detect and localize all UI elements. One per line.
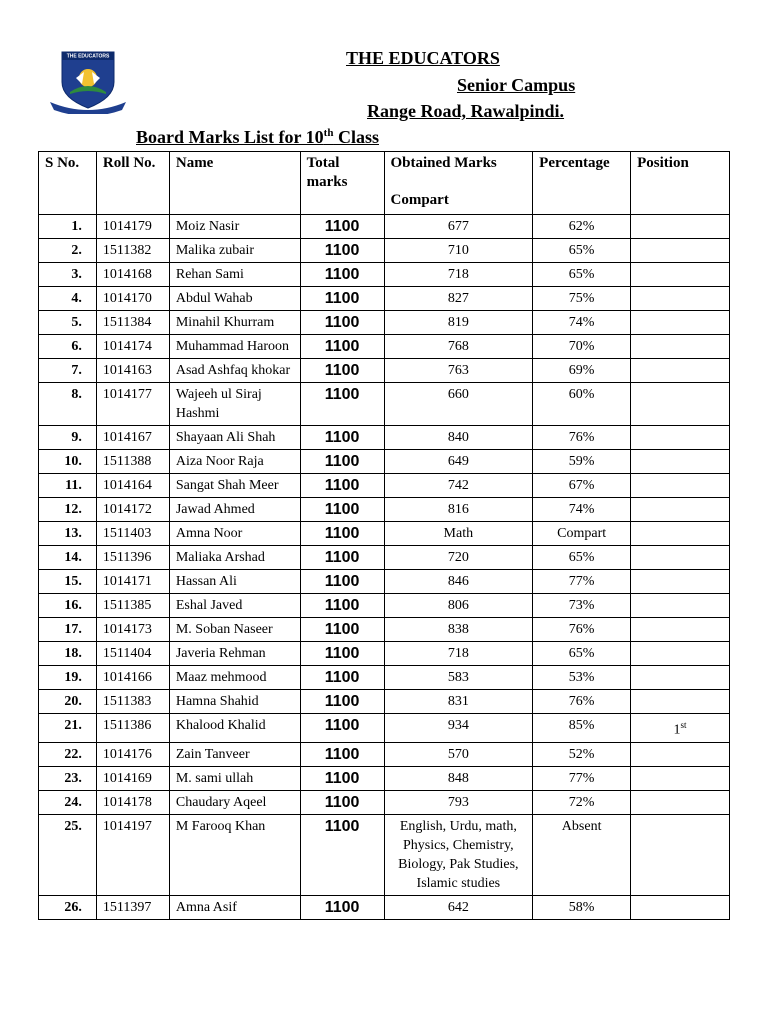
cell-total: 1100: [300, 618, 384, 642]
col-header-obtained-label: Obtained Marks: [390, 155, 497, 171]
cell-percentage: 69%: [533, 359, 631, 383]
table-row: [39, 895, 730, 919]
cell-position: [631, 642, 730, 666]
cell-obtained: 848: [384, 766, 533, 790]
table-row: [39, 263, 730, 287]
cell-roll: 1511382: [96, 239, 169, 263]
cell-total: 1100: [300, 450, 384, 474]
cell-percentage: 58%: [533, 895, 631, 919]
table-row: [39, 642, 730, 666]
cell-total: 1100: [300, 895, 384, 919]
cell-percentage: 76%: [533, 690, 631, 714]
cell-position: [631, 618, 730, 642]
cell-obtained: 763: [384, 359, 533, 383]
cell-name: Wajeeh ul Siraj Hashmi: [169, 383, 300, 426]
cell-position: [631, 895, 730, 919]
cell-total: 1100: [300, 263, 384, 287]
cell-sno: 9.: [39, 426, 97, 450]
cell-sno: 24.: [39, 790, 97, 814]
cell-percentage: 65%: [533, 642, 631, 666]
cell-obtained: 806: [384, 594, 533, 618]
campus-address: Range Road, Rawalpindi.: [367, 101, 565, 121]
table-row: [39, 766, 730, 790]
cell-percentage: 85%: [533, 714, 631, 743]
cell-percentage: 74%: [533, 498, 631, 522]
cell-name: Hassan Ali: [169, 570, 300, 594]
cell-sno: 19.: [39, 666, 97, 690]
cell-roll: 1014171: [96, 570, 169, 594]
cell-total: 1100: [300, 335, 384, 359]
cell-total: 1100: [300, 522, 384, 546]
position-suffix: st: [680, 720, 687, 730]
cell-roll: 1014178: [96, 790, 169, 814]
cell-sno: 14.: [39, 546, 97, 570]
cell-position: [631, 498, 730, 522]
cell-position: [631, 311, 730, 335]
cell-position: [631, 570, 730, 594]
cell-roll: 1014169: [96, 766, 169, 790]
cell-roll: 1014177: [96, 383, 169, 426]
table-row: [39, 594, 730, 618]
cell-name: Jawad Ahmed: [169, 498, 300, 522]
cell-total: 1100: [300, 594, 384, 618]
cell-total: 1100: [300, 359, 384, 383]
col-header-obtained: [384, 152, 533, 215]
cell-name: Abdul Wahab: [169, 287, 300, 311]
cell-percentage: 65%: [533, 263, 631, 287]
table-row: [39, 790, 730, 814]
cell-position: [631, 426, 730, 450]
cell-name: Amna Asif: [169, 895, 300, 919]
cell-total: 1100: [300, 742, 384, 766]
cell-sno: 1.: [39, 215, 97, 239]
col-header-sno: S No.: [39, 152, 97, 215]
cell-name: Moiz Nasir: [169, 215, 300, 239]
logo-text: THE EDUCATORS: [66, 53, 110, 60]
cell-roll: 1014167: [96, 426, 169, 450]
cell-name: Maaz mehmood: [169, 666, 300, 690]
cell-sno: 3.: [39, 263, 97, 287]
cell-roll: 1511383: [96, 690, 169, 714]
cell-name: M. sami ullah: [169, 766, 300, 790]
cell-position: [631, 450, 730, 474]
cell-total: 1100: [300, 215, 384, 239]
cell-percentage: Compart: [533, 522, 631, 546]
col-header-name: Name: [169, 152, 300, 215]
cell-position: [631, 814, 730, 895]
cell-position: [631, 287, 730, 311]
cell-roll: 1014179: [96, 215, 169, 239]
cell-obtained: 838: [384, 618, 533, 642]
table-row: [39, 546, 730, 570]
cell-sno: 20.: [39, 690, 97, 714]
cell-total: 1100: [300, 239, 384, 263]
cell-obtained: 934: [384, 714, 533, 743]
cell-name: Rehan Sami: [169, 263, 300, 287]
cell-name: Asad Ashfaq khokar: [169, 359, 300, 383]
table-row: [39, 474, 730, 498]
cell-roll: 1014173: [96, 618, 169, 642]
cell-obtained: 718: [384, 263, 533, 287]
cell-obtained: 831: [384, 690, 533, 714]
cell-position: [631, 594, 730, 618]
cell-percentage: 77%: [533, 570, 631, 594]
cell-name: Aiza Noor Raja: [169, 450, 300, 474]
cell-obtained: 793: [384, 790, 533, 814]
cell-sno: 11.: [39, 474, 97, 498]
cell-roll: 1014170: [96, 287, 169, 311]
cell-position: [631, 335, 730, 359]
cell-total: 1100: [300, 311, 384, 335]
cell-roll: 1511404: [96, 642, 169, 666]
table-row: [39, 570, 730, 594]
cell-name: Javeria Rehman: [169, 642, 300, 666]
table-row: [39, 742, 730, 766]
cell-obtained: Math: [384, 522, 533, 546]
cell-sno: 25.: [39, 814, 97, 895]
cell-sno: 21.: [39, 714, 97, 743]
cell-name: Amna Noor: [169, 522, 300, 546]
cell-name: Muhammad Haroon: [169, 335, 300, 359]
cell-roll: 1511385: [96, 594, 169, 618]
cell-sno: 10.: [39, 450, 97, 474]
cell-obtained: 827: [384, 287, 533, 311]
cell-roll: 1511388: [96, 450, 169, 474]
cell-roll: 1511397: [96, 895, 169, 919]
cell-percentage: 60%: [533, 383, 631, 426]
cell-total: 1100: [300, 790, 384, 814]
cell-name: Shayaan Ali Shah: [169, 426, 300, 450]
cell-position: [631, 546, 730, 570]
table-row: [39, 426, 730, 450]
cell-roll: 1014163: [96, 359, 169, 383]
cell-position: [631, 690, 730, 714]
cell-position: [631, 666, 730, 690]
cell-roll: 1511396: [96, 546, 169, 570]
cell-position: [631, 215, 730, 239]
col-header-roll: Roll No.: [96, 152, 169, 215]
cell-position: [631, 383, 730, 426]
cell-roll: 1014172: [96, 498, 169, 522]
cell-obtained: 768: [384, 335, 533, 359]
cell-sno: 17.: [39, 618, 97, 642]
cell-percentage: 76%: [533, 426, 631, 450]
cell-percentage: 73%: [533, 594, 631, 618]
cell-name: Malika zubair: [169, 239, 300, 263]
cell-sno: 12.: [39, 498, 97, 522]
cell-percentage: 70%: [533, 335, 631, 359]
table-row: [39, 618, 730, 642]
table-row: [39, 311, 730, 335]
cell-sno: 23.: [39, 766, 97, 790]
cell-percentage: 67%: [533, 474, 631, 498]
cell-roll: 1511403: [96, 522, 169, 546]
cell-sno: 5.: [39, 311, 97, 335]
marks-table: [38, 151, 730, 920]
col-header-total: Total marks: [300, 152, 384, 215]
cell-obtained: English, Urdu, math, Physics, Chemistry, Biology, Pak Studies, Islamic studies: [384, 814, 533, 895]
cell-obtained: 816: [384, 498, 533, 522]
cell-roll: 1014166: [96, 666, 169, 690]
table-row: [39, 690, 730, 714]
cell-total: 1100: [300, 426, 384, 450]
cell-percentage: 59%: [533, 450, 631, 474]
cell-name: Eshal Javed: [169, 594, 300, 618]
cell-name: Maliaka Arshad: [169, 546, 300, 570]
cell-total: 1100: [300, 766, 384, 790]
school-name: THE EDUCATORS: [346, 48, 500, 68]
cell-position: [631, 790, 730, 814]
cell-name: Zain Tanveer: [169, 742, 300, 766]
position-value: 1: [673, 722, 681, 738]
cell-position: [631, 714, 730, 743]
table-row: [39, 498, 730, 522]
cell-percentage: 72%: [533, 790, 631, 814]
table-header-row: [39, 152, 730, 215]
cell-name: Minahil Khurram: [169, 311, 300, 335]
cell-name: M Farooq Khan: [169, 814, 300, 895]
cell-roll: 1014174: [96, 335, 169, 359]
cell-percentage: 76%: [533, 618, 631, 642]
cell-percentage: 52%: [533, 742, 631, 766]
cell-roll: 1014164: [96, 474, 169, 498]
cell-obtained: 742: [384, 474, 533, 498]
cell-name: Khalood Khalid: [169, 714, 300, 743]
cell-sno: 2.: [39, 239, 97, 263]
col-header-obtained-sub: Compart: [390, 192, 449, 208]
cell-position: [631, 239, 730, 263]
cell-sno: 15.: [39, 570, 97, 594]
table-row: [39, 287, 730, 311]
cell-position: [631, 359, 730, 383]
table-row: [39, 666, 730, 690]
list-title-sup: th: [323, 127, 334, 139]
cell-total: 1100: [300, 690, 384, 714]
cell-total: 1100: [300, 383, 384, 426]
cell-roll: 1511386: [96, 714, 169, 743]
list-title-main: Board Marks List for 10: [136, 127, 324, 147]
table-row: [39, 215, 730, 239]
cell-percentage: 74%: [533, 311, 631, 335]
list-title: [136, 127, 379, 148]
table-row: [39, 522, 730, 546]
cell-obtained: 642: [384, 895, 533, 919]
cell-obtained: 570: [384, 742, 533, 766]
cell-sno: 22.: [39, 742, 97, 766]
cell-total: 1100: [300, 714, 384, 743]
school-logo: [48, 44, 128, 114]
cell-sno: 8.: [39, 383, 97, 426]
table-row: [39, 335, 730, 359]
cell-roll: 1511384: [96, 311, 169, 335]
table-row: [39, 450, 730, 474]
cell-sno: 16.: [39, 594, 97, 618]
cell-percentage: 77%: [533, 766, 631, 790]
list-title-end: Class: [333, 127, 379, 147]
table-row: [39, 359, 730, 383]
cell-position: [631, 474, 730, 498]
cell-total: 1100: [300, 642, 384, 666]
cell-obtained: 660: [384, 383, 533, 426]
cell-roll: 1014168: [96, 263, 169, 287]
cell-total: 1100: [300, 474, 384, 498]
cell-percentage: 62%: [533, 215, 631, 239]
col-header-percentage: Percentage: [533, 152, 631, 215]
cell-obtained: 846: [384, 570, 533, 594]
cell-obtained: 649: [384, 450, 533, 474]
cell-roll: 1014176: [96, 742, 169, 766]
cell-obtained: 819: [384, 311, 533, 335]
cell-total: 1100: [300, 814, 384, 895]
cell-percentage: 65%: [533, 239, 631, 263]
cell-total: 1100: [300, 666, 384, 690]
cell-percentage: 53%: [533, 666, 631, 690]
cell-percentage: 75%: [533, 287, 631, 311]
table-row: [39, 383, 730, 426]
cell-total: 1100: [300, 498, 384, 522]
table-row: [39, 239, 730, 263]
cell-position: [631, 742, 730, 766]
cell-total: 1100: [300, 287, 384, 311]
cell-sno: 4.: [39, 287, 97, 311]
cell-obtained: 710: [384, 239, 533, 263]
cell-obtained: 718: [384, 642, 533, 666]
cell-percentage: 65%: [533, 546, 631, 570]
cell-name: M. Soban Naseer: [169, 618, 300, 642]
cell-total: 1100: [300, 570, 384, 594]
cell-percentage: Absent: [533, 814, 631, 895]
cell-sno: 26.: [39, 895, 97, 919]
cell-position: [631, 766, 730, 790]
cell-obtained: 583: [384, 666, 533, 690]
cell-total: 1100: [300, 546, 384, 570]
campus-name: Senior Campus: [457, 75, 576, 95]
cell-obtained: 840: [384, 426, 533, 450]
cell-position: [631, 522, 730, 546]
cell-name: Sangat Shah Meer: [169, 474, 300, 498]
cell-sno: 6.: [39, 335, 97, 359]
cell-roll: 1014197: [96, 814, 169, 895]
cell-obtained: 677: [384, 215, 533, 239]
cell-sno: 7.: [39, 359, 97, 383]
cell-obtained: 720: [384, 546, 533, 570]
table-row: [39, 814, 730, 895]
cell-name: Chaudary Aqeel: [169, 790, 300, 814]
cell-name: Hamna Shahid: [169, 690, 300, 714]
cell-position: [631, 263, 730, 287]
table-row: [39, 714, 730, 743]
col-header-position: Position: [631, 152, 730, 215]
cell-sno: 18.: [39, 642, 97, 666]
cell-sno: 13.: [39, 522, 97, 546]
